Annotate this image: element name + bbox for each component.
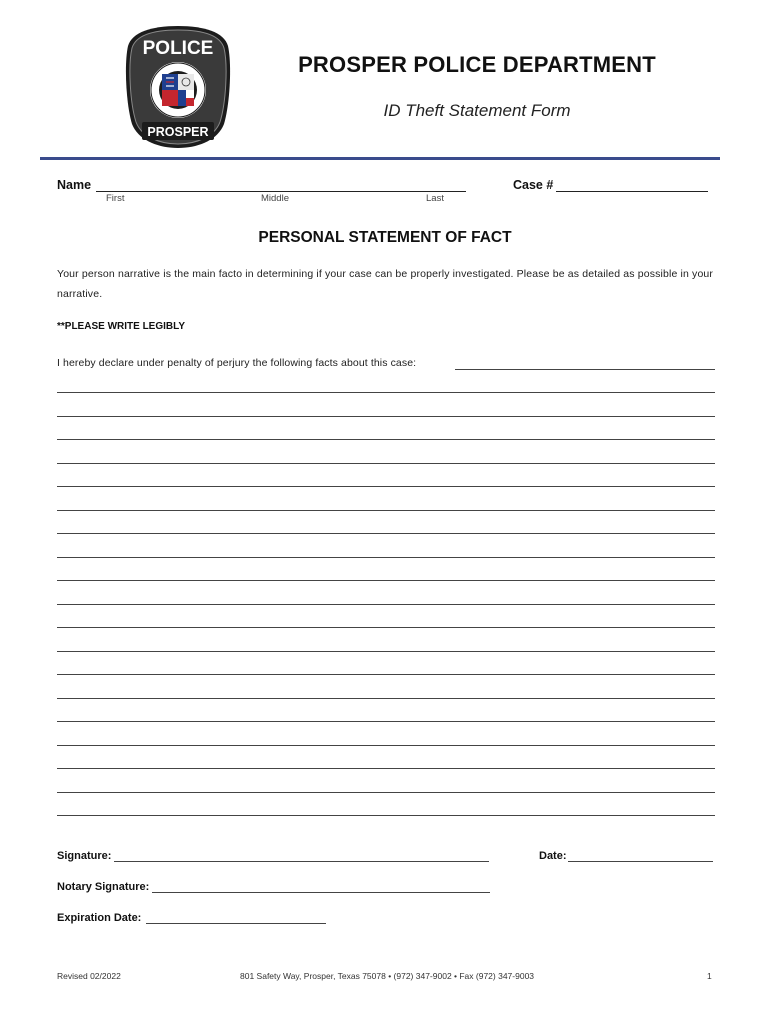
statement-line[interactable] (57, 604, 715, 605)
declaration-first-line[interactable] (455, 369, 715, 370)
statement-line[interactable] (57, 768, 715, 769)
declaration-text: I hereby declare under penalty of perjury the following facts about this case: (57, 357, 417, 369)
name-label: Name (57, 178, 92, 192)
statement-line[interactable] (57, 627, 715, 628)
statement-line[interactable] (57, 651, 715, 652)
statement-line[interactable] (57, 392, 715, 393)
date-field[interactable] (568, 861, 713, 862)
expiration-date-field[interactable] (146, 923, 326, 924)
statement-line[interactable] (57, 674, 715, 675)
statement-line[interactable] (57, 510, 715, 511)
notary-signature-field[interactable] (152, 892, 490, 893)
name-first-caption: First (106, 193, 125, 204)
name-field[interactable] (96, 176, 466, 192)
instructions-paragraph: Your person narrative is the main facto in determining if your case can be properly investigated. Please be as detailed as possible in your narrative. (57, 268, 714, 300)
statement-line[interactable] (57, 533, 715, 534)
police-badge-logo (122, 24, 234, 150)
statement-line[interactable] (57, 416, 715, 417)
statement-line[interactable] (57, 439, 715, 440)
statement-line[interactable] (57, 815, 715, 816)
section-title: PERSONAL STATEMENT OF FACT (258, 229, 512, 246)
notary-signature-label: Notary Signature: (57, 881, 150, 893)
write-legibly-note: **PLEASE WRITE LEGIBLY (57, 321, 185, 332)
footer-address: 801 Safety Way, Prosper, Texas 75078 • (972) 347-9002 • Fax (972) 347-9003 (240, 971, 535, 981)
signature-field[interactable] (114, 861, 489, 862)
case-number-field[interactable] (556, 176, 708, 192)
badge-bottom-text: PROSPER (147, 125, 209, 139)
expiration-date-label: Expiration Date: (57, 912, 142, 924)
statement-line[interactable] (57, 792, 715, 793)
name-last-caption: Last (426, 193, 444, 204)
badge-top-text: POLICE (142, 38, 214, 59)
case-number-label: Case # (513, 178, 554, 192)
statement-line[interactable] (57, 463, 715, 464)
statement-line[interactable] (57, 557, 715, 558)
name-middle-caption: Middle (261, 193, 289, 204)
statement-line[interactable] (57, 698, 715, 699)
statement-line[interactable] (57, 580, 715, 581)
signature-label: Signature: (57, 850, 112, 862)
date-label: Date: (539, 850, 567, 862)
header-divider (40, 157, 720, 160)
department-title: PROSPER POLICE DEPARTMENT (298, 52, 656, 77)
statement-line[interactable] (57, 745, 715, 746)
footer-page-number: 1 (707, 971, 712, 981)
statement-line[interactable] (57, 721, 715, 722)
statement-line[interactable] (57, 486, 715, 487)
form-subtitle: ID Theft Statement Form (383, 101, 571, 120)
footer-revised: Revised 02/2022 (57, 971, 121, 981)
